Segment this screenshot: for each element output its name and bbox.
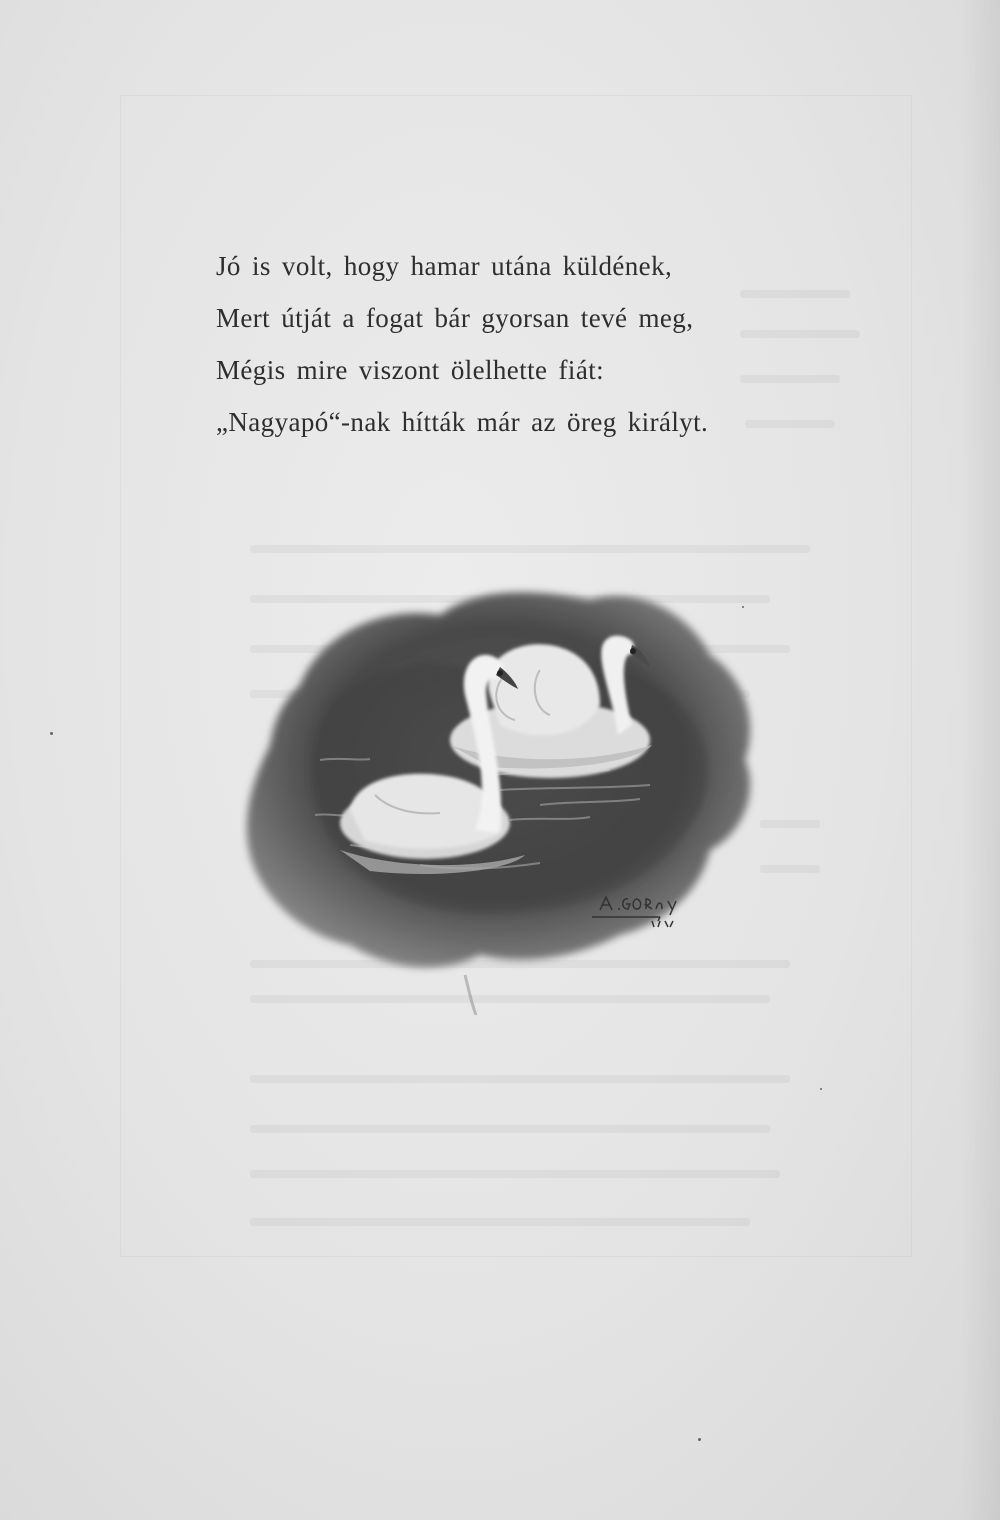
swan-illustration <box>240 575 770 1015</box>
page-edge-shadow <box>960 0 1000 1520</box>
poem-line-1: Jó is volt, hogy hamar utána küldének, <box>216 251 673 281</box>
paper-speck <box>50 732 53 735</box>
paper-speck <box>742 606 744 608</box>
paper-speck <box>698 1438 701 1441</box>
poem-line-3: Mégis mire viszont ölelhette fiát: <box>216 355 605 385</box>
poem-line-4: „Nagyapó“-nak hítták már az öreg királyt. <box>216 407 709 437</box>
poem-stanza <box>216 240 836 448</box>
bleed-through-line <box>250 1075 790 1083</box>
bleed-through-line <box>250 1170 780 1178</box>
bleed-through-line <box>250 1125 770 1133</box>
swan-painting <box>240 575 770 1015</box>
paper-speck <box>820 1088 822 1090</box>
poem-line-2: Mert útját a fogat bár gyorsan tevé meg, <box>216 303 694 333</box>
bleed-through-line <box>250 545 810 553</box>
bleed-through-line <box>250 1218 750 1226</box>
